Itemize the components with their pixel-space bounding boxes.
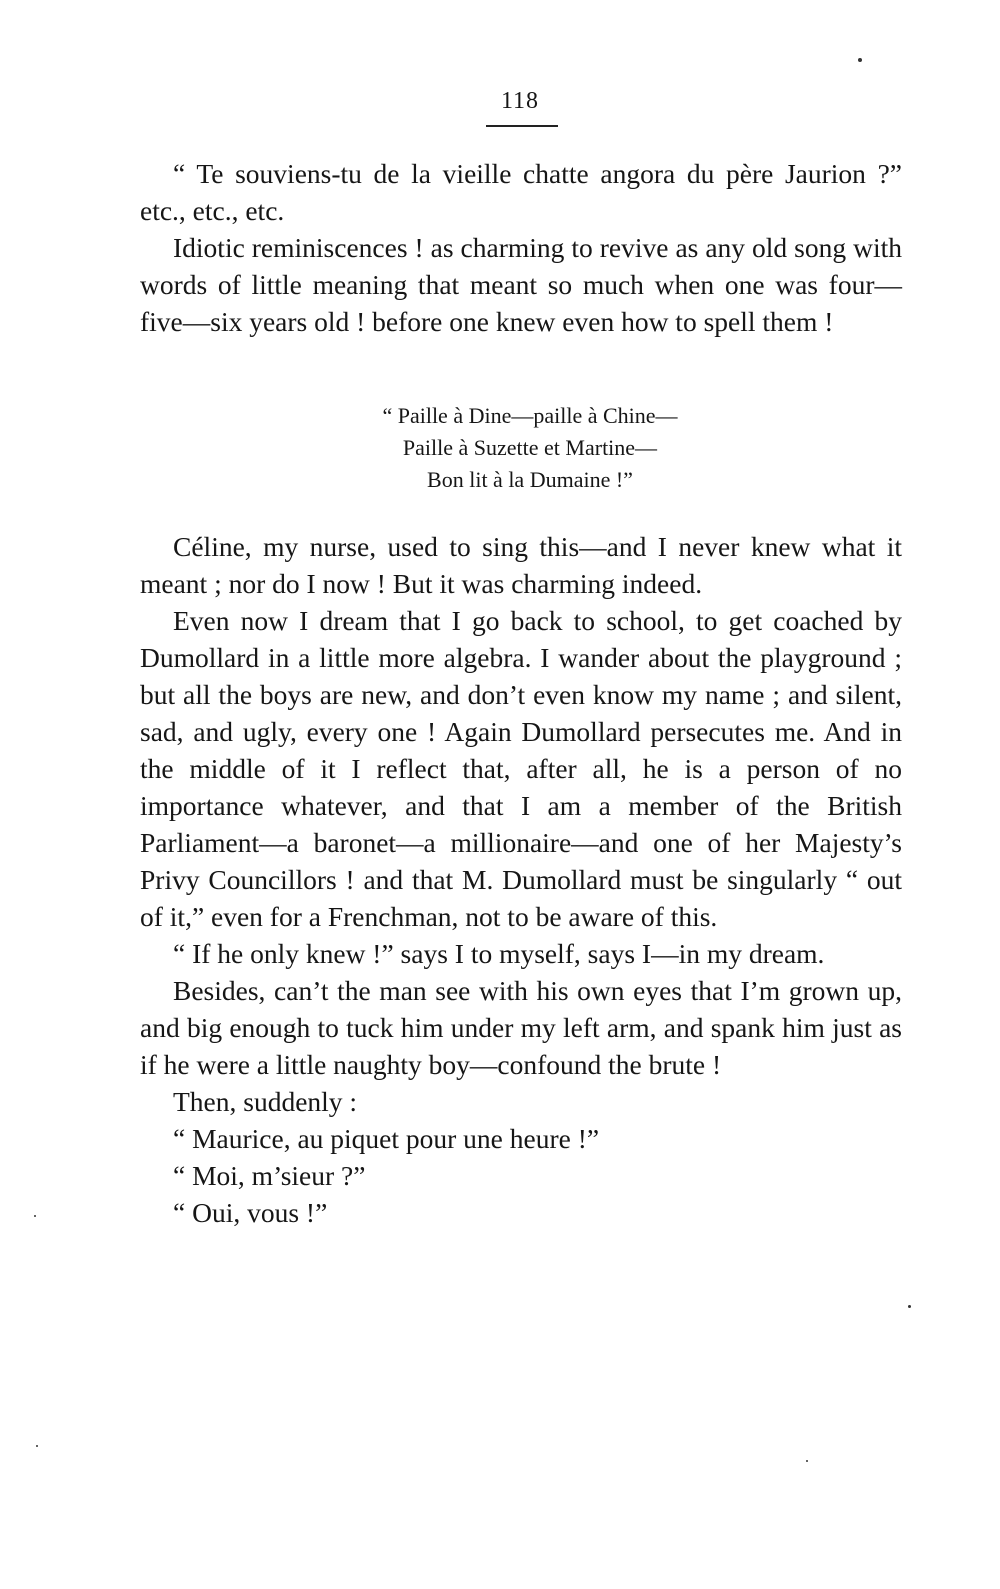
text-block-top <box>140 155 902 340</box>
dialogue-line: “ Moi, m’sieur ?” <box>173 1160 366 1191</box>
poem-line: “ Paille à Dine—paille à Chine— <box>382 403 678 428</box>
scan-speck <box>858 58 862 62</box>
page-number-rule <box>486 125 558 127</box>
scan-speck <box>34 1215 36 1217</box>
paragraph-idiotic-reminiscences: Idiotic reminiscences ! as charming to revive as any old song with words of little meaning that meant so much when one was four—five—six years old ! before one knew even how to spell them ! <box>140 232 902 337</box>
paragraph-then-suddenly: Then, suddenly : <box>173 1086 358 1117</box>
scan-speck <box>908 1305 911 1308</box>
paragraph-dream-school: Even now I dream that I go back to school, to get coached by Dumollard in a little more algebra. I wander about the playground ; but all the boys are new, and don’t even know my name ; and silent, sad, and ugly, every one ! Again Dumollard persecutes me. And in the middle of it I reflect that, after all, he is a person of no importance whatever, and that I am a member of the British Parliament—a baronet—a millionaire—and one of her Majesty’s Privy Councillors ! and that M. Dumollard must be singularly “ out of it,” even for a Frenchman, not to be aware of this. <box>140 605 902 932</box>
paragraph-quote-chatte: “ Te souviens-tu de la vieille chatte angora du père Jaurion ?” etc., etc., etc. <box>140 158 902 226</box>
paragraph-if-he-only-knew: “ If he only knew !” says I to myself, says I—in my dream. <box>173 938 825 969</box>
paragraph-celine: Céline, my nurse, used to sing this—and I never knew what it meant ; nor do I now ! But it was charming indeed. <box>140 531 902 599</box>
scan-speck <box>806 1460 808 1462</box>
text-block-bottom <box>140 528 902 1231</box>
poem-line: Paille à Suzette et Martine— <box>402 435 658 460</box>
dialogue-line: “ Maurice, au piquet pour une heure !” <box>173 1123 600 1154</box>
poem-line: Bon lit à la Dumaine !” <box>427 467 633 492</box>
paragraph-besides: Besides, can’t the man see with his own eyes that I’m grown up, and big enough to tuck him under my left arm, and spank him just as if he were a little naughty boy—confound the brute ! <box>140 975 902 1080</box>
dialogue-line: “ Oui, vous !” <box>173 1197 328 1228</box>
page-number: 118 <box>500 88 540 114</box>
scan-speck <box>36 1445 38 1447</box>
poem-verse <box>300 400 760 496</box>
